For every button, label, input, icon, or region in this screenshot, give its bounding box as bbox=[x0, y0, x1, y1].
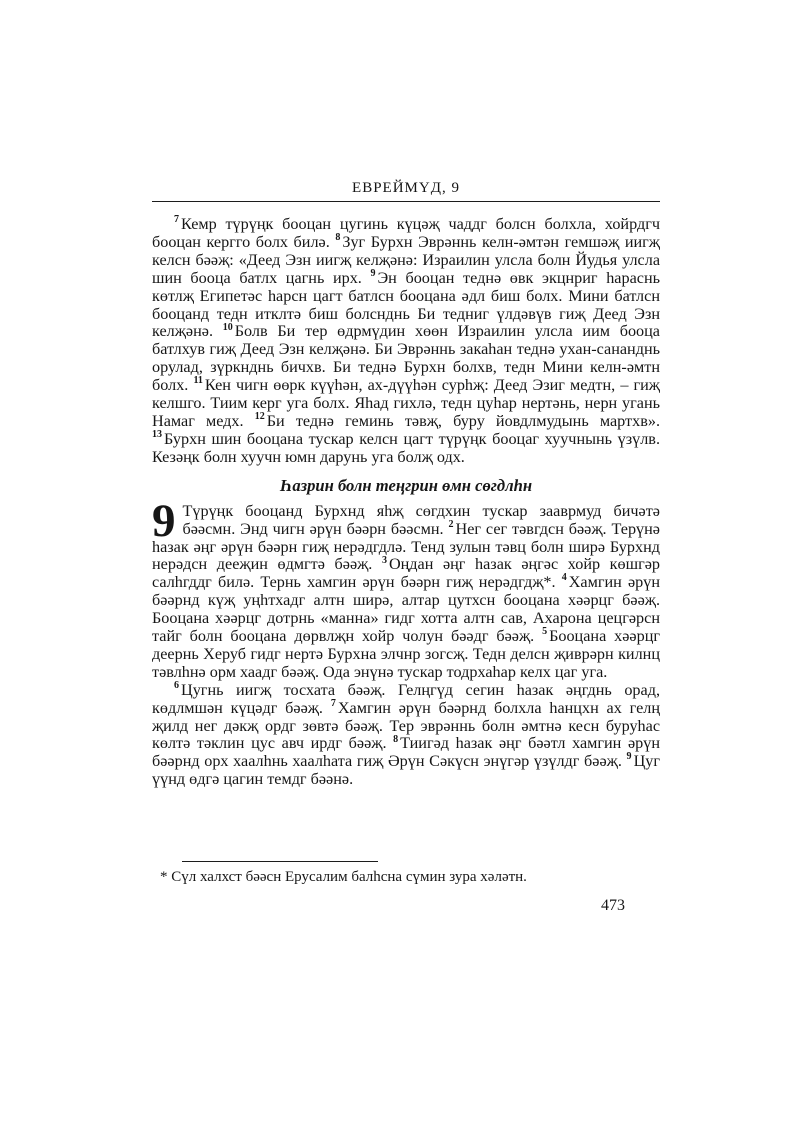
paragraph-chapter-9 bbox=[152, 494, 660, 682]
paragraph-verses-7-13: $^7$ Кемр түрүңк бооцан цугинь күцәҗ чаддг болсн болхла, хойрдгч бооцан кергго болх билә. $^8$ Зуг Бурхн Эврәннь келн-әмтән гемшәҗ иигҗ келсн бәәҗ: «Деед Эзн иигҗ келҗәнә: Израилин улсла болн Йудья улсла шин бооца батлх цагнь ирх. $^9$ Эн бооцан теднә өвк экцнриг һараснь көтлҗ Египетәс һарсн цагт батлсн бооцана әдл биш болх. Мини батлсн бооцанд тедн итклтә биш болснднь Би тедниг үлдәвүв гиҗ Деед Эзн келҗәнә. $^{10}$ Болв Би тер өдрмүдин хөөн Израилин улсла иим бооца батлхув гиҗ Деед Эзн келҗәнә. Би Эврәннь закаһан теднә ухан-сананднь орулад, зүркнднь бичхв. Би теднә Бурхн болхв, тедн Мини келн-әмтн болх. $^{11}$ Кен чигн өөрк күүһән, ах-дүүһән сурһҗ: Деед Эзиг медтн, – гиҗ келшго. Тиим керг уга болх. Яһад гихлә, тедн цуһар нертәнь, нерн угань Намаг медх. $^{12}$ Би теднә геминь тәвҗ, буру йовдлмудынь мартхв». $^{13}$ Бурхн шин бооцана тускар келсн цагт түрүңк бооцаг хуучнынь үзүлв. Кезәңк болн хуучн юмн дарунь уга болҗ одх. bbox=[152, 214, 660, 466]
section-heading: Һазрин болн теңгрин өмн сөгдлһн bbox=[279, 475, 533, 495]
verse-number: 2 bbox=[448, 518, 454, 530]
verse-number: 8 bbox=[393, 733, 399, 745]
paragraph-verses-6-9: $^6$ Цугнь иигҗ тосхата бәәҗ. Гелңгүд сегин һазак әңгднь орад, көдлмшән күцәдг бәәҗ. $^7$ Хамгин әрүн бәәрнд болхла һанцхн ах гелң җилд нег дәкҗ ордг зөвтә бәәҗ. Тер эврәннь болн әмтнә кесн буруһас көлтә тәклин цус авч ирдг бәәҗ. $^8$ Тиигәд һазак әңг бәәтл хамгин әрүн бәәрнд орх хаалһнь хаалһата гиҗ Әрүн Сәкүсн энүгәр үзүлдг бәәҗ. $^9$ Цуг үүнд өдгә цагин темдг бәәнә. bbox=[152, 679, 661, 789]
footnote-rule bbox=[182, 861, 378, 862]
verse-number: 8 bbox=[335, 232, 341, 244]
verse-number: 5 bbox=[542, 626, 548, 638]
header-rule bbox=[152, 201, 660, 202]
verse-number: 12 bbox=[254, 411, 265, 423]
verse-number: 9 bbox=[626, 751, 632, 763]
verse-number: 13 bbox=[152, 428, 163, 440]
verse-number: 7 bbox=[330, 697, 336, 709]
verse-number: 11 bbox=[193, 375, 203, 387]
verse-number: 10 bbox=[222, 321, 233, 333]
running-header: ЕВРЕЙМҮД, 9 bbox=[352, 180, 460, 196]
footnote-text: * Сүл халхст бәәсн Ерусалим балһсна сүмин зура хәләтн. bbox=[160, 869, 527, 885]
chapter-9-text: Түрүңк бооцанд Бурхнд яһҗ сөгдхин тускар зааврмуд бичәтә бәәсмн. Энд чигн әрүн бәәрн бәәсмн. $^2$ Нег сег тәвгдсн бәәҗ. Терүнә һазак әңг әрүн бәәрн гиҗ нерәдгдлә. Тенд зулын тәвц болн ширә Бурхнд нерәдсн дееҗин өдмгтә бәәҗ. $^3$ Оңдан әңг һазак әңгәс хойр көшгәр салһгддг билә. Тернь хамгин әрүн бәәрн гиҗ нерәдгдҗ*. $^4$ Хамгин әрүн бәәрнд күҗ уңһтхадг алтн ширә, алтар цутхсн бооцана хәәрцг бәәҗ. Бооцана хәәрцг дотрнь «манна» гидг хотта алтн сав, Ахарона цецгәрсн тайг болн бооцана дөрвлҗн хойр чолун бәәдг бәәҗ. $^5$ Бооцана хәәрцг деернь Херуб гидг нертә Бурхна элчнр зогсҗ. Тедн делсн җиврәрн килнц тәвлһнә орм хаадг бәәҗ. Ода энүнә тускар тодрхаһар келх цаг уга. bbox=[152, 501, 660, 681]
verse-number: 7 bbox=[174, 214, 180, 226]
verse-number: 9 bbox=[370, 267, 376, 279]
footnote-area bbox=[152, 861, 660, 886]
text-column bbox=[152, 180, 660, 789]
verse-number: 4 bbox=[561, 572, 567, 584]
chapter-number-drop-cap: 9 bbox=[152, 494, 176, 547]
verse-number: 6 bbox=[174, 679, 180, 691]
body-text bbox=[152, 216, 660, 789]
verse-number: 3 bbox=[381, 554, 387, 566]
page-number: 473 bbox=[601, 897, 625, 914]
